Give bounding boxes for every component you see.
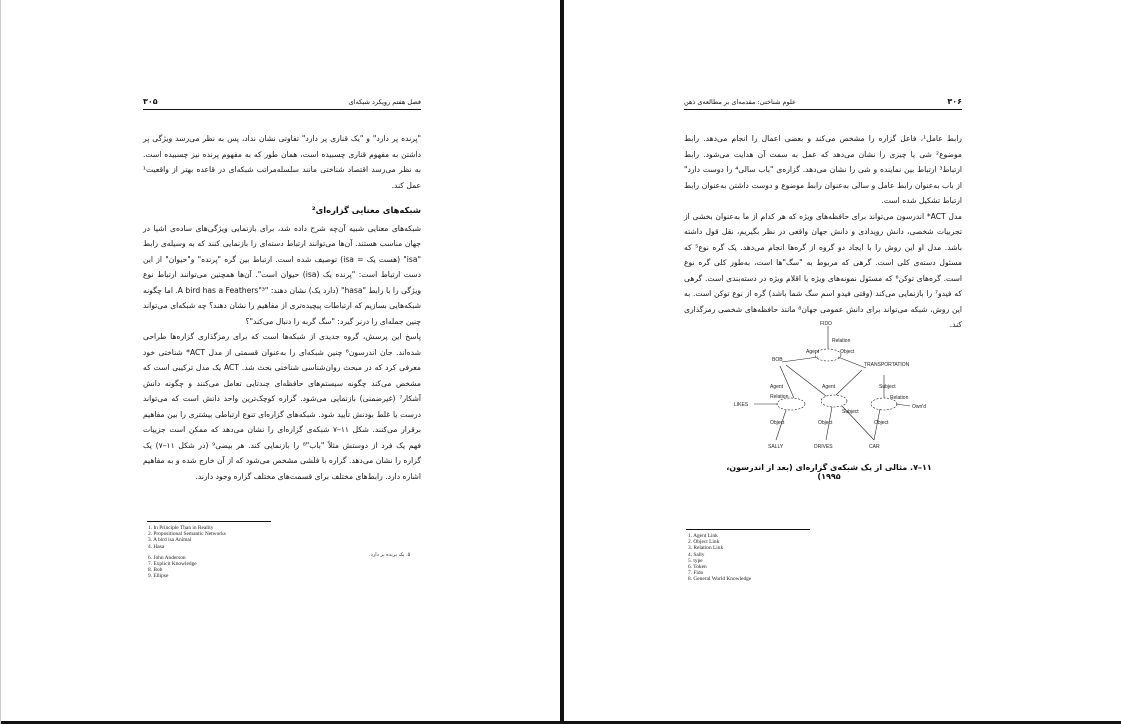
node-fido: FIDO <box>820 321 832 327</box>
footnote: 4. Sally <box>688 551 705 558</box>
footnote: 2. Propositional Semantic Networks <box>148 531 226 538</box>
right-footnotes <box>688 533 848 583</box>
link-label: Relation <box>770 394 789 400</box>
footnote-rule <box>686 529 810 530</box>
proposition-ellipse <box>821 395 847 407</box>
node-car: CAR <box>869 444 880 450</box>
footnote: 9. Ellipse <box>148 573 169 580</box>
node-likes: LIKES <box>734 402 749 408</box>
footnote: 8. Bob <box>148 567 163 574</box>
header-title: علوم شناختی: مقدمه‌ای بر مطالعه‌ی ذهن <box>684 98 796 106</box>
figure-caption: ۱۱–۷. مثالی از یک شبکه‌ی گزاره‌ای (بعد از اندرسون، ۱۹۹۵) <box>726 463 932 481</box>
footnote-persian: ۵. یک پرنده پر دارد. <box>369 552 411 558</box>
left-page-body <box>143 131 421 484</box>
node-transportation: TRANSPORTATION <box>864 362 910 368</box>
footnote: 7. Explicit Knowledge <box>148 561 197 568</box>
page-number: ۳۰۶ <box>947 97 962 106</box>
node-bob: BOB <box>772 357 783 363</box>
link-label: Agent <box>806 349 820 355</box>
footnote: 3. Relation Link <box>688 545 724 552</box>
link-label: Agent <box>822 384 836 390</box>
paragraph: پاسخ این پرسش، گروه جدیدی از شبکه‌ها است که برای رمزگذاری گزاره‌ها طراحی شده‌اند. جان اندرسون⁶ چنین شبکه‌ای را به‌عنوان قسمتی از مدل ACT* شناختی خود معرفی کرد که در مبحث روان‌شناسی شناختی بحث شد. ACT یک مدل ترکیبی است که مشخص می‌کند چگونه سیستم‌های حافظه‌ای چندتایی تعامل می‌کنند و چگونه دانش آشکار⁷ (غیرضمنی) بازنمایی می‌شود. گزاره کوچک‌ترین واحد دانش است که می‌تواند درست یا غلط بودنش تأیید شود. شبکه‌های گزاره‌ای تنوع ارتباطی بیشتری را بین مفاهیم برقرار می‌کنند. شکل ۱۱–۷ شبکه‌ی گزاره‌ای را نشان می‌دهد که ممکن است جزییات فهم یک فرد از دوستش مثلاً "باب"⁸ را بازنمایی کند. هر بیضی⁹ (در شکل ۱۱–۷) یک گزاره را نشان می‌دهد. گزاره با فلشی مشخص می‌شود که از آن خارج شده و به مفاهیم اشاره دارد. رابط‌های مختلف برای قسمت‌های مختلف گزاره وجود دارند. <box>143 332 421 481</box>
link-label: Object <box>874 420 889 426</box>
right-page <box>562 0 1121 724</box>
left-page-header <box>143 95 421 110</box>
right-page-body <box>684 131 962 333</box>
link-label: Relation <box>832 338 851 344</box>
link-label: Relation <box>890 395 909 401</box>
link-label: Subject <box>842 409 859 415</box>
left-footnotes <box>148 525 308 580</box>
section-title: شبکه‌های معنایی گزاره‌ای² <box>311 205 421 215</box>
paragraph: "پرنده پر دارد" و "یک قناری پر دارد" تفاوتی نشان نداد، پس به نظر می‌رسد ویژگی پر داشتن به مفهوم قناری چسبیده است، همان طور که به مفهوم پرنده نیز چسبیده است. به نظر می‌رسد اقتصاد شناختی مانند سلسله‌مراتب شبکه‌ای در قاعده بهتر از واقعیت¹ عمل کند. <box>143 134 421 190</box>
right-page-header <box>684 95 962 110</box>
link-label: Agent <box>770 384 784 390</box>
footnote: 3. A bird isa Animal <box>148 537 192 544</box>
footnote: 8. General World Knowledge <box>688 576 752 583</box>
footnote: 7. Fido <box>688 570 704 577</box>
footnote: 5. type <box>688 557 703 564</box>
link-label: Object <box>840 349 855 355</box>
node-drives: DRIVES <box>814 444 833 450</box>
footnote: 1. Agent Link <box>688 533 718 539</box>
header-title: فصل هفتم رویکرد شبکه‌ای <box>348 98 421 106</box>
footnote-rule <box>147 521 271 522</box>
node-sally: SALLY <box>768 444 784 450</box>
propositional-network-diagram <box>714 320 944 460</box>
footnote: 4. Hasa <box>148 543 165 550</box>
node-owns: Own'd <box>912 404 927 410</box>
paragraph: شبکه‌های معنایی شبیه آن‌چه شرح داده شد، برای بازنمایی ویژگی‌های ساده‌ی اشیا در جهان مناسب هستند. آن‌ها می‌توانند ارتباط دسته‌ای را بازنمایی کنند که به وسیله‌ی رابط "isa" (هست یک = isa) توصیف شده است. ارتباط بین گره "پرنده" و"حیوان" از این دست ارتباط است: "پرنده یک (isa) حیوان است". آن‌ها همچنین می‌توانند ارتباط نوع ویژگی را با رابط "hasa" (دارد یک) نشان دهند: "A bird has a Feathers"³. اما چگونه شبکه‌هایی بسازیم که ارتباطات پیچیده‌تری از مفاهیم را نشان دهند؟ چه شبکه‌ای می‌تواند چنین جمله‌ای را درنر گیرد: "سگ گربه را دنبال می‌کند"؟ <box>143 223 421 326</box>
footnote: 1. In Principle Than in Reality <box>148 525 214 531</box>
link-label: Object <box>818 420 833 426</box>
paragraph: رابط عامل¹، فاعل گزاره را مشخص می‌کند و بعضی اعمال را انجام می‌دهد. رابط موضوع² شی یا چیزی را نشان می‌دهد که عمل به سمت آن هدایت می‌شود. رابط ارتباط³ ارتباط بین نماینده و شی را نشان می‌دهد. گزاره‌ی "باب سالی⁴ را دوست دارد" از باب به‌عنوان رابط عامل و سالی به‌عنوان رابط موضوع و دوست داشتن به‌عنوان رابط ارتباط تشکیل شده است. <box>684 134 963 205</box>
footnote: 2. Object Link <box>688 539 720 546</box>
paragraph: مدل ACT* اندرسون می‌تواند برای حافظه‌های ویژه که هر کدام از ما به‌عنوان بخشی از تجربیات شخصی، دانش رویدادی و دانش جهان واقعی در نظر بگیریم، نقل قول داشته باشد. مدل او این روش را با ایجاد دو گروه از گره‌ها انجام می‌دهد. یک گره نوع⁵ که مسئول دسته‌ی کلی است. گرهی که مربوط به "سگ"ها است، به‌طور کلی گره نوع است. گره‌های توکن⁶ که مسئول نمونه‌های ویژه یا اقلام ویژه در دسته‌بندی است. گرهی که فیدو⁷ را بازنمایی می‌کند (وقتی فیدو اسم سگ شما باشد) گره از نوع توکن است. به این روش، شبکه می‌تواند برای دانش عمومی جهان⁸ مانند حافظه‌های شخصی رمزگذاری کند. <box>684 211 962 329</box>
link-label: Object <box>770 420 785 426</box>
link-label: Subject <box>879 384 896 390</box>
footnote: 6. John Anderson <box>148 554 186 561</box>
footnote: 6. Token <box>688 564 707 571</box>
page-number: ۳۰۵ <box>143 97 158 106</box>
